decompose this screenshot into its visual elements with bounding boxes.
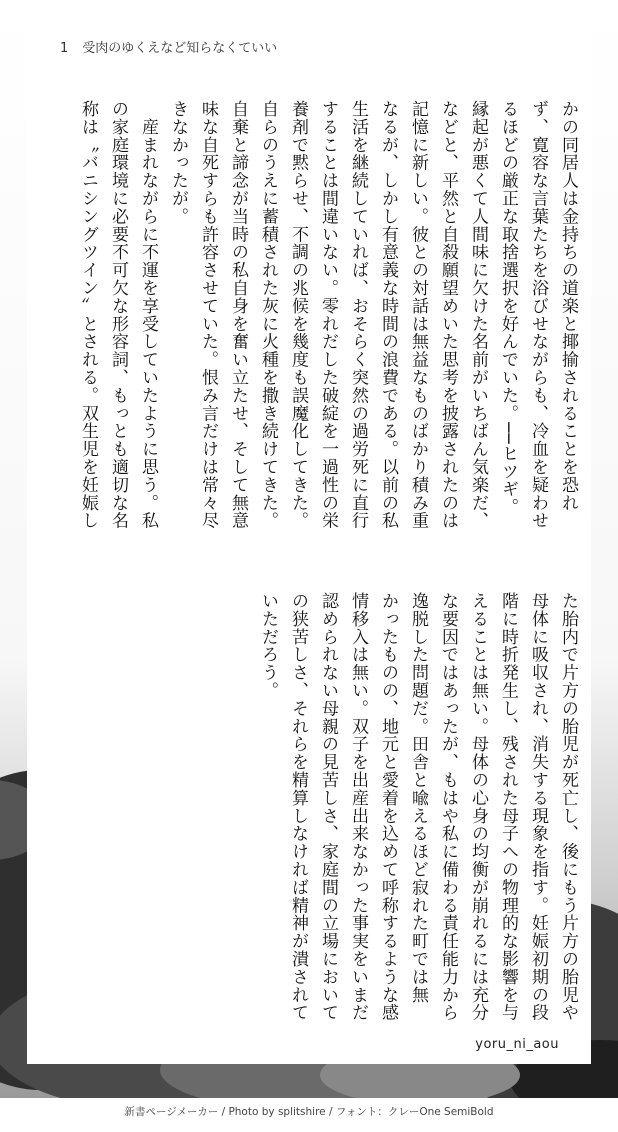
vertical-text-upper: かの同居人は金持ちの道楽と揶揄されることを恐れ ず、寛容な言葉たちを浴びせながらも、冷血を疑わせ るほどの厳正な取捨選択を好んでいた。──ヒツギ。 縁起が悪くて人間味に欠けた名前がいちばん気楽だ、 などと、平然と自殺願望めいた思考を披露されたのは 記憶に新しい。彼との対話は無益なものばかり積み重 なるが、しかし有意義な時間の浪費である。以前の私 生活を継続していれば、おそらく突然の過労死に直行 することは間違いない。零れだした破綻を一過性の栄 養剤で黙らせ、不調の兆候を幾度も誤魔化してきた。 自らのうえに蓄積された灰に火種を撒き続けてきた。 自棄と諦念が当時の私自身を奮い立たせ、そして無意 味な自死すらも許容させていた。恨み言だけは常々尽 きなかったが。 産まれながらに不運を享受していたように思う。私 の家庭環境に必要不可欠な形容詞、もっとも適切な名 称は〝バニシングツイン〟とされる。双生児を妊娠し [78, 100, 578, 530]
book-page [27, 28, 591, 1064]
author-handle: yoru_ni_aou [475, 1037, 559, 1052]
chapter-title: 受肉のゆくえなど知らなくていい [82, 41, 278, 56]
vertical-text-lower: た胎内で片方の胎児が死亡し、後にもう片方の胎児や 母体に吸収され、消失する現象を指す。妊娠初期の段 階に時折発生し、残された母子への物理的な影響を与 えることは無い。母体の心身の均衡が崩れるには充分 な要因ではあったが、もはや私に備わる責任能力から 逸脱した問題だ。田舎と喩えるほど寂れた町では無 かったものの、地元と愛着を込めて呼称するような感 情移入は無い。双子を出産出来なかった事実をいまだ 認められない母親の見苦しさ、家庭間の立場において の狭苦しさ、それらを精算しなければ精神が潰されて いただろう。 [258, 592, 578, 1022]
footer-credit: 新書ページメーカー / Photo by splitshire / フォント：クレーOne SemiBold [124, 1106, 494, 1118]
chapter-number: 1 [60, 41, 69, 56]
footer-bar [0, 1098, 618, 1132]
page-header [60, 37, 277, 56]
